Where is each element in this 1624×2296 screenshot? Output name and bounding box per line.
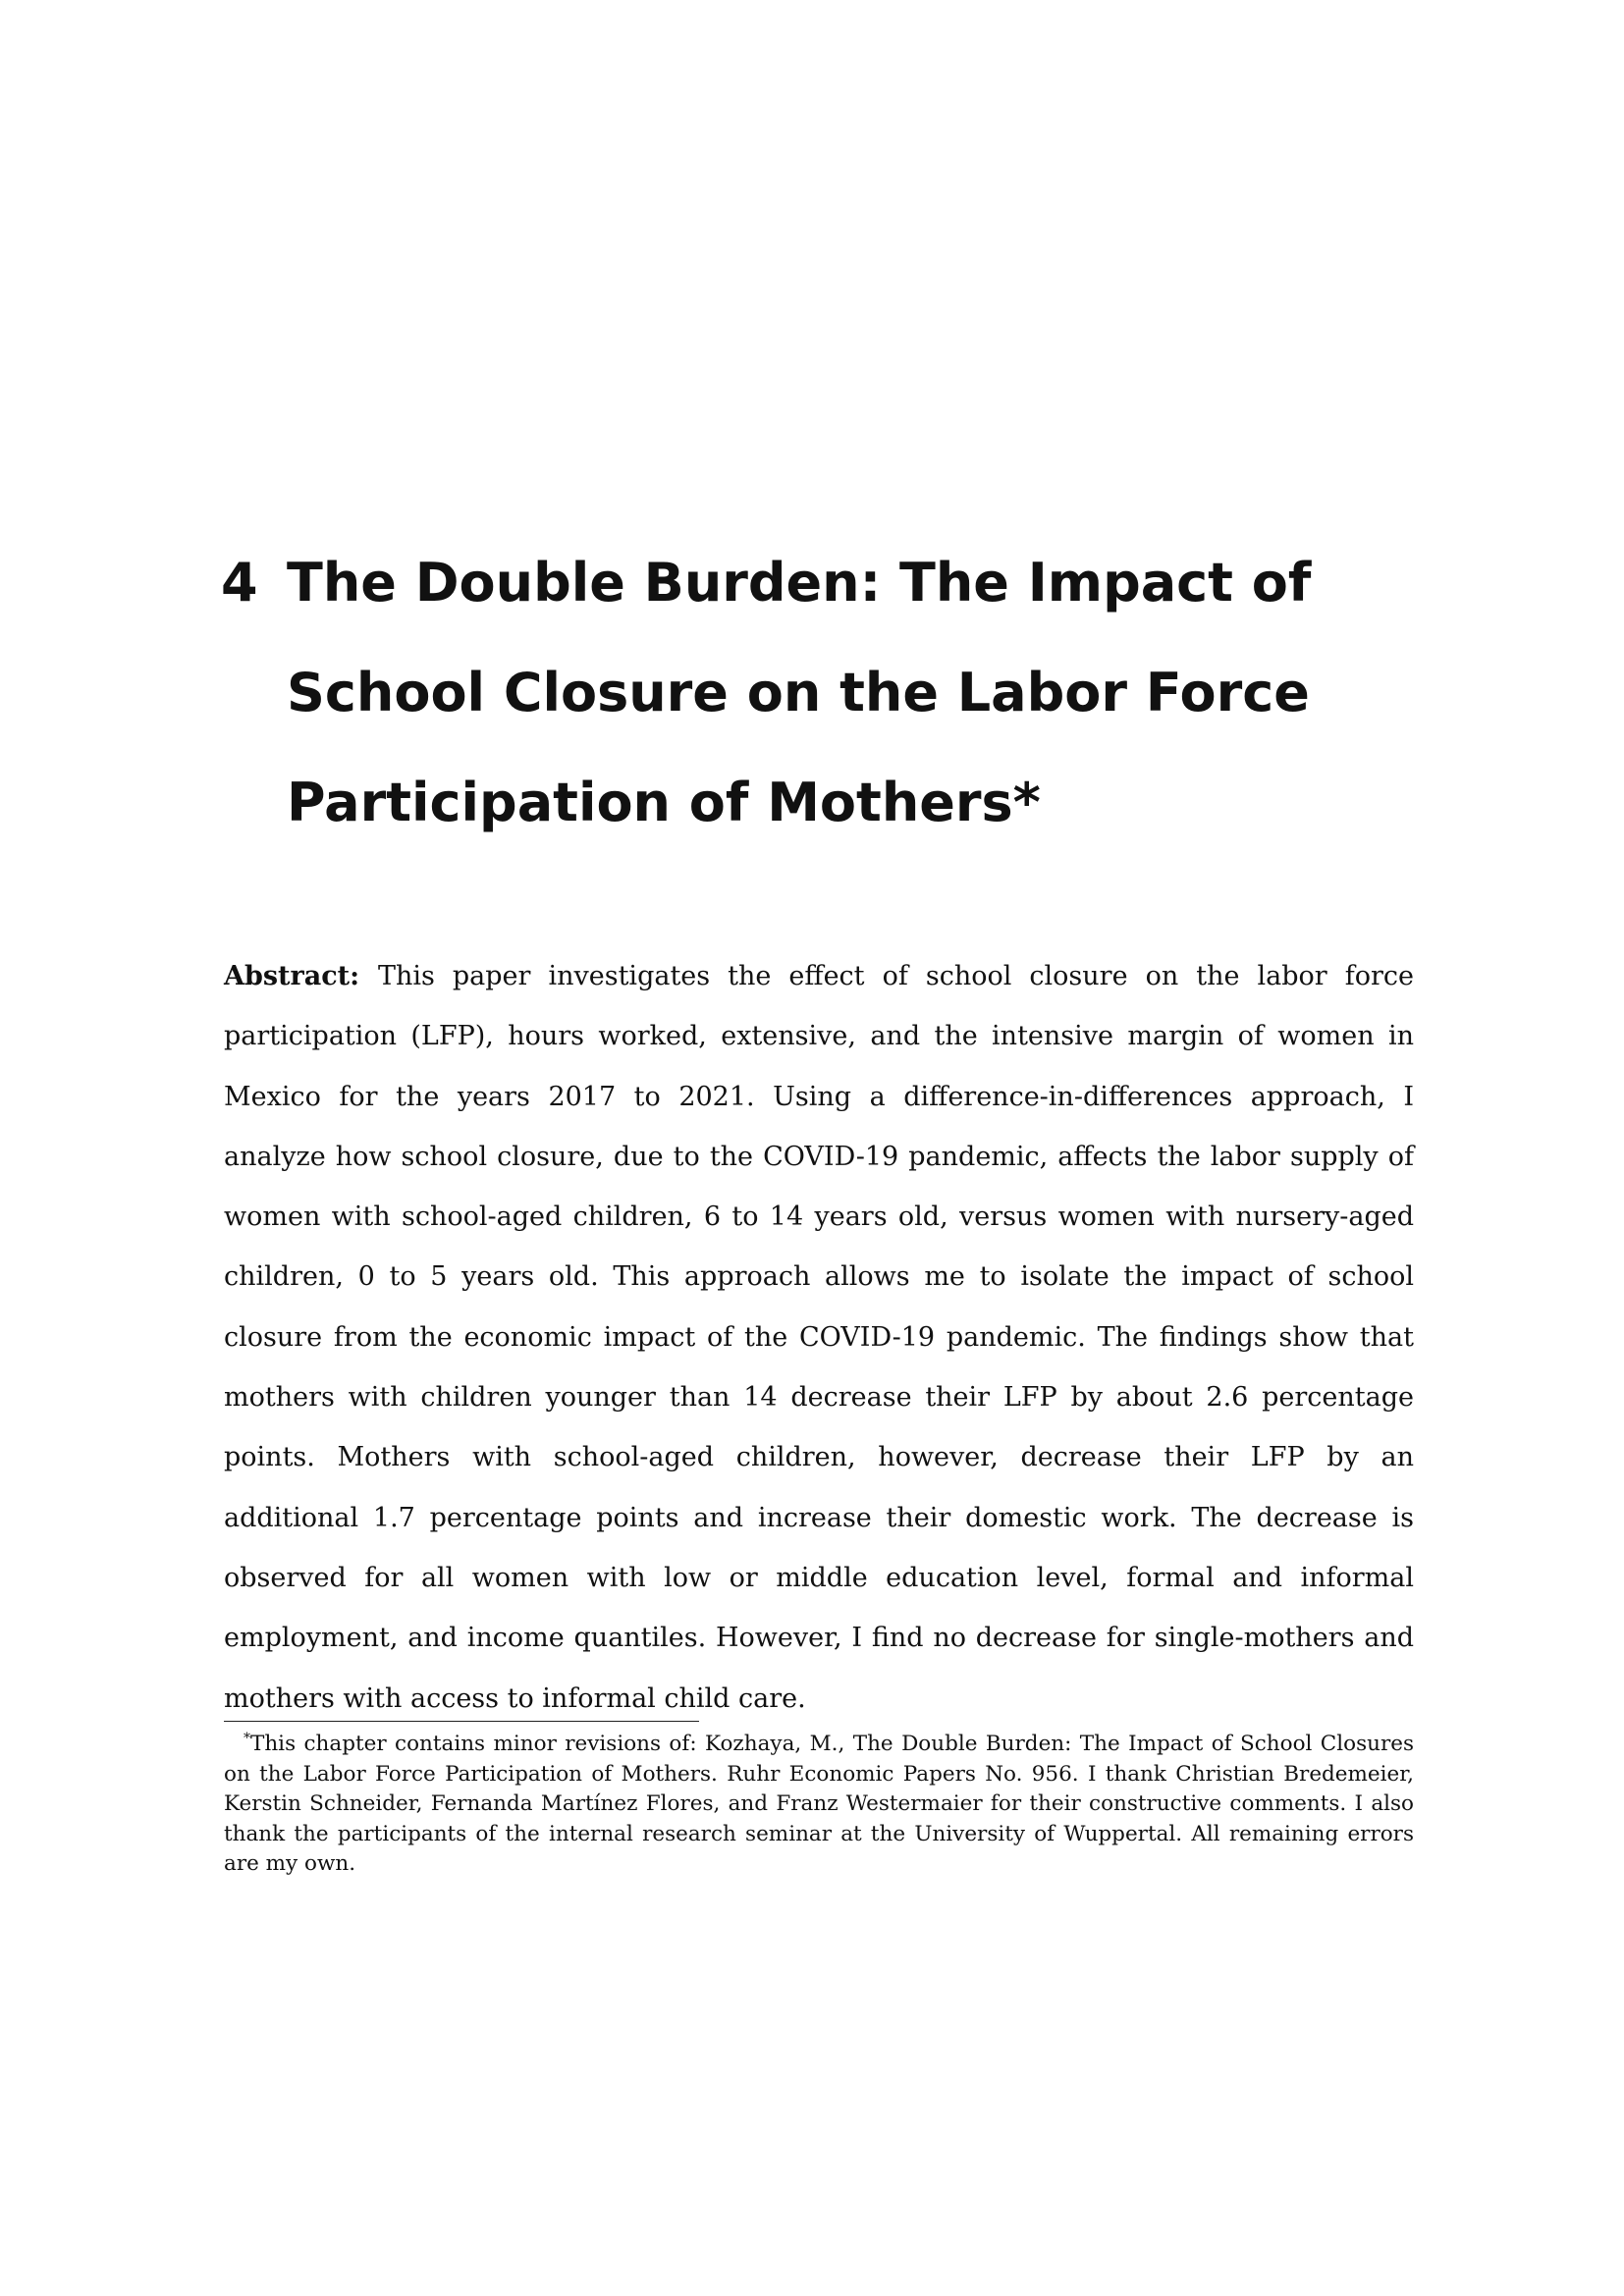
footnote-divider <box>224 1721 699 1722</box>
abstract-label: Abstract: <box>224 961 378 991</box>
abstract-text: This paper investigates the effect of school closure on the labor force participation (LFP), hours worked, extensive, and the intensive margin of women in Mexico for the years 2017 to 2021. Using a difference-in-differences approach, I analyze how school closure, due to the COVID-19 pandemic, affects the labor supply of women with school-aged children, 6 to 14 years old, versus women with nursery-aged children, 0 to 5 years old. This approach allows me to isolate the impact of school closure from the economic impact of the COVID-19 pandemic. The findings show that mothers with children younger than 14 decrease their LFP by about 2.6 percentage points. Mothers with school-aged children, however, decrease their LFP by an additional 1.7 percentage points and increase their domestic work. The decrease is observed for all women with low or middle education level, formal and informal employment, and income quantiles. However, I find no decrease for single-mothers and mothers with access to informal child care. <box>224 961 1414 1714</box>
footnote <box>224 1730 1414 1880</box>
chapter-heading <box>221 528 1417 858</box>
chapter-number: 4 <box>221 552 258 614</box>
footnote-text: This chapter contains minor revisions of: Kozhaya, M., The Double Burden: The Impact of School Closures on the Labor Force Participation of Mothers. Ruhr Economic Papers No. 956. I thank Christian Bredemeier, Kerstin Schneider, Fernanda Martínez Flores, and Franz Westermaier for their constructive comments. I also thank the participants of the internal research seminar at the University of Wuppertal. All remaining errors are my own. <box>224 1732 1414 1876</box>
footnote-marker: * <box>244 1730 250 1746</box>
chapter-title: The Double Burden: The Impact of School Closure on the Labor Force Participation of Mothers* <box>287 552 1312 833</box>
abstract <box>224 946 1414 1729</box>
